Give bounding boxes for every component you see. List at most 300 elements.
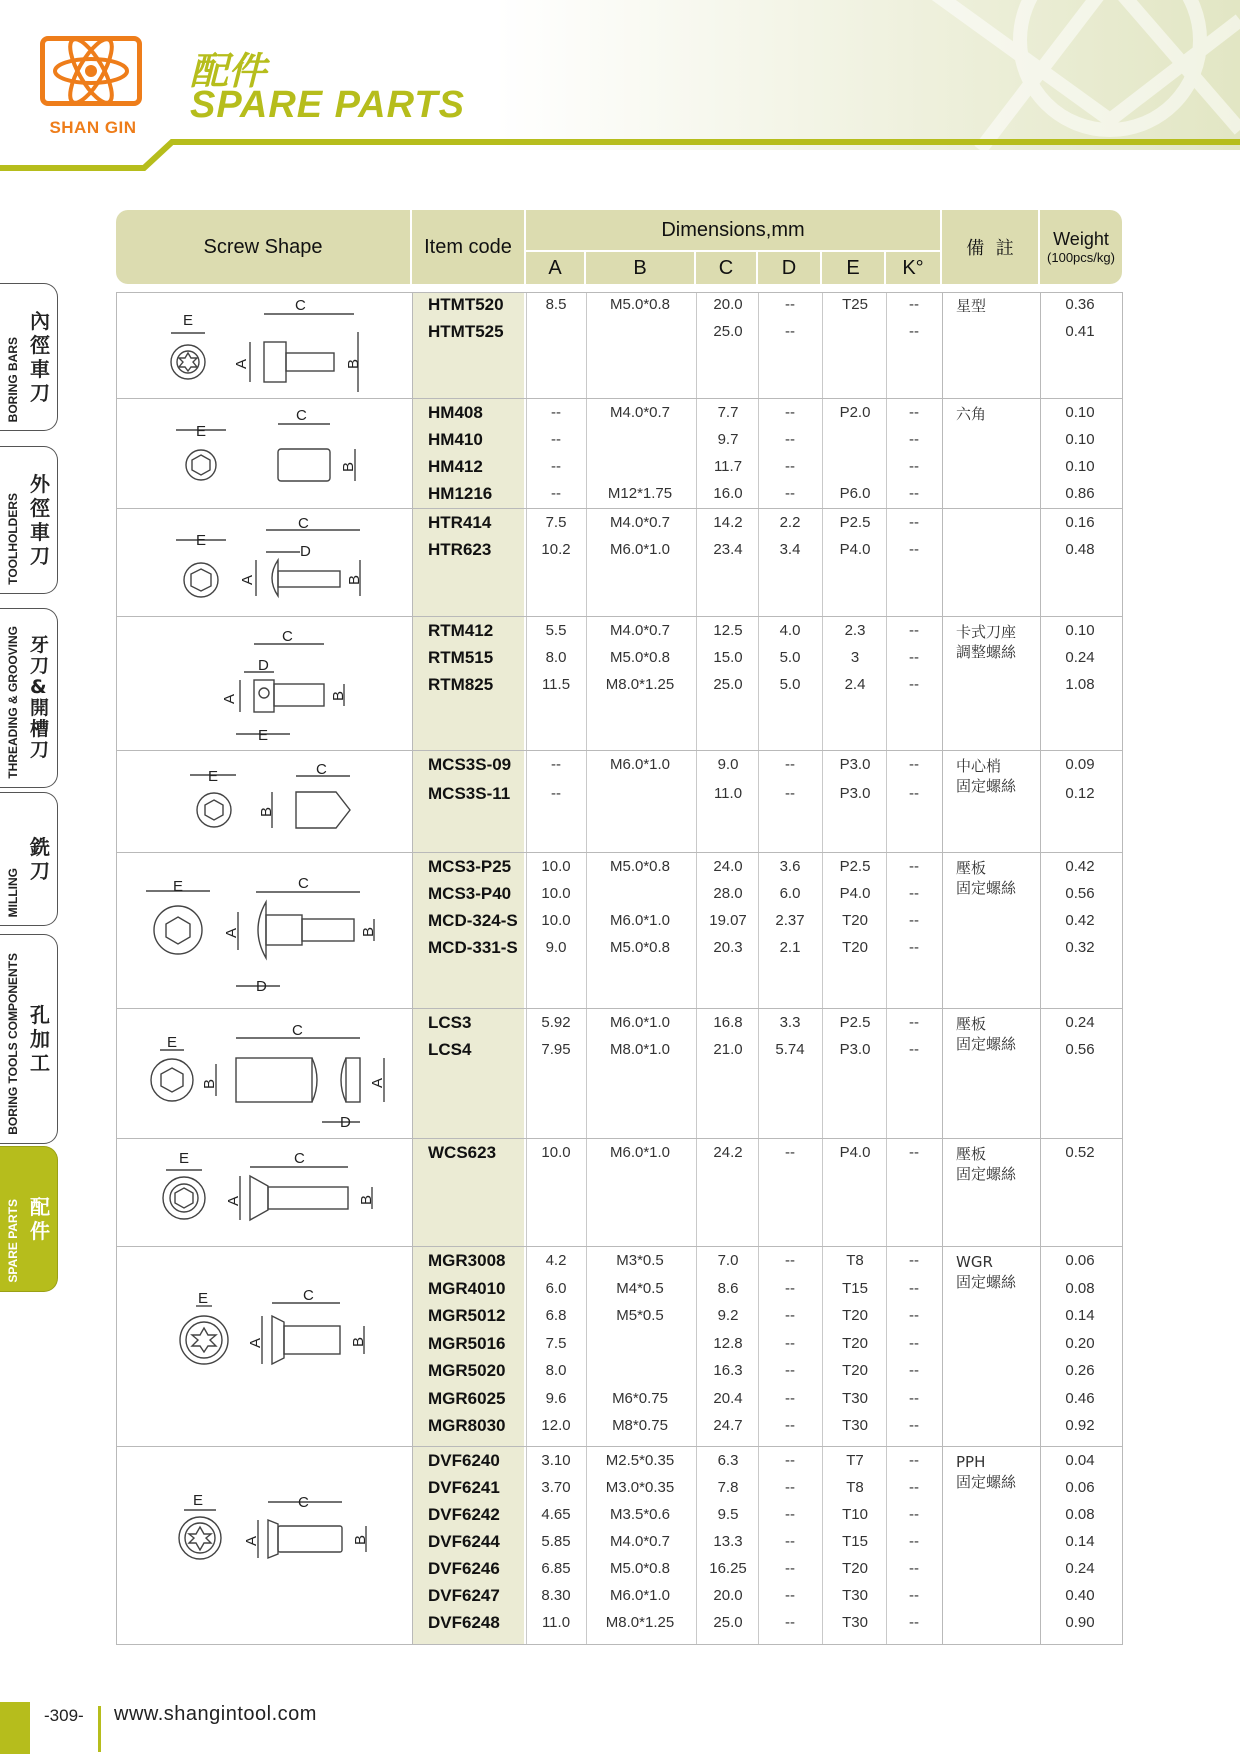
- cell-a: 10.0: [541, 858, 571, 875]
- tab-boring-bars[interactable]: [0, 283, 58, 431]
- table-top-line: [116, 292, 1123, 293]
- svg-text:C: C: [294, 1150, 305, 1167]
- cell-a: --: [551, 485, 561, 502]
- svg-text:B: B: [346, 574, 363, 585]
- header-screw-shape: Screw Shape: [116, 210, 410, 284]
- cell-c: 13.3: [713, 1533, 743, 1550]
- cell-e: T8: [846, 1252, 864, 1269]
- cell-k: --: [909, 404, 919, 421]
- cell-a: 8.30: [541, 1587, 571, 1604]
- cell-e: T15: [842, 1533, 868, 1550]
- item-code: DVF6244: [428, 1532, 500, 1551]
- cell-k: --: [909, 1614, 919, 1631]
- screw-shape-lcs: [151, 1022, 386, 1131]
- item-code: HTR414: [428, 513, 492, 532]
- tab-label-cn: 外徑車刀: [30, 472, 50, 568]
- cell-w: 0.86: [1065, 485, 1095, 502]
- cell-d: --: [785, 404, 795, 421]
- header-weight: [1040, 210, 1122, 284]
- column-divider: [412, 292, 413, 1644]
- brand-logo: [40, 36, 142, 106]
- svg-text:C: C: [292, 1022, 303, 1039]
- cell-e: P2.5: [839, 514, 871, 531]
- cell-d: 3.4: [779, 541, 801, 558]
- cell-e: 3: [850, 649, 860, 666]
- cell-w: 0.48: [1065, 541, 1095, 558]
- remark-text: 壓板: [956, 1015, 987, 1033]
- screw-shape-dvf: [179, 1492, 369, 1559]
- cell-w: 0.40: [1065, 1587, 1095, 1604]
- cell-w: 0.09: [1065, 756, 1095, 773]
- cell-e: T20: [842, 1362, 868, 1379]
- cell-a: 9.6: [545, 1389, 567, 1407]
- remark-text: WGR: [956, 1253, 993, 1271]
- cell-w: 0.16: [1065, 514, 1095, 531]
- item-code: MGR5012: [428, 1306, 506, 1325]
- cell-a: 10.0: [541, 912, 571, 929]
- cell-c: 16.3: [713, 1362, 743, 1379]
- cell-k: --: [909, 1417, 919, 1434]
- cell-a: 5.85: [541, 1533, 571, 1550]
- cell-b: M6.0*1.0: [609, 541, 671, 558]
- cell-d: 3.3: [779, 1014, 801, 1031]
- cell-w: 0.10: [1065, 431, 1095, 448]
- group-divider: [116, 750, 1123, 751]
- item-code: MCD-324-S: [428, 911, 518, 930]
- cell-c: 8.6: [717, 1279, 739, 1297]
- cell-c: 28.0: [713, 885, 743, 902]
- cell-d: --: [785, 1389, 795, 1407]
- svg-text:A: A: [247, 1337, 264, 1348]
- remark-text: 固定螺絲: [956, 1273, 1017, 1291]
- header-col-b: B: [586, 252, 694, 284]
- cell-e: 2.3: [844, 622, 866, 639]
- cell-d: --: [785, 485, 795, 502]
- cell-a: 11.0: [541, 1614, 571, 1631]
- cell-k: --: [909, 296, 919, 313]
- page-title-en: SPARE PARTS: [190, 84, 465, 126]
- cell-d: --: [785, 1506, 795, 1523]
- cell-b: M6.0*1.0: [609, 1144, 671, 1161]
- remark-text: 中心梢: [956, 757, 1002, 775]
- item-code: MGR8030: [428, 1416, 506, 1435]
- screw-shape-htmt: [171, 297, 362, 392]
- cell-a: 9.0: [545, 939, 567, 956]
- cell-k: --: [909, 541, 919, 558]
- cell-d: 2.2: [779, 514, 801, 531]
- cell-k: --: [909, 649, 919, 666]
- svg-text:E: E: [196, 532, 207, 549]
- cell-d: --: [785, 431, 795, 448]
- screw-shape-rtm: [221, 628, 347, 744]
- item-code: MCS3S-11: [428, 783, 511, 803]
- cell-e: 2.4: [844, 676, 866, 693]
- svg-text:C: C: [316, 761, 327, 778]
- cell-b: M3.0*0.35: [605, 1479, 675, 1496]
- cell-c: 16.25: [709, 1560, 747, 1577]
- cell-a: 6.0: [545, 1279, 567, 1297]
- svg-text:A: A: [223, 927, 240, 938]
- footer-accent: [0, 1702, 30, 1754]
- cell-k: --: [909, 1533, 919, 1550]
- cell-d: 5.0: [779, 676, 801, 693]
- item-code: HTMT520: [428, 295, 504, 314]
- cell-e: T30: [842, 1614, 868, 1631]
- cell-a: --: [551, 756, 561, 773]
- svg-text:E: E: [173, 878, 184, 895]
- remark-text: 六角: [956, 405, 987, 423]
- cell-k: --: [909, 622, 919, 639]
- cell-d: 4.0: [779, 622, 801, 639]
- cell-c: 7.0: [717, 1252, 739, 1269]
- cell-c: 25.0: [713, 323, 743, 340]
- cell-b: M3.5*0.6: [609, 1506, 671, 1523]
- cell-d: --: [785, 784, 795, 802]
- cell-k: --: [909, 1506, 919, 1523]
- group-divider: [116, 852, 1123, 853]
- cell-a: 6.85: [541, 1560, 571, 1577]
- item-code: MCS3-P40: [428, 884, 512, 903]
- cell-c: 20.0: [713, 296, 743, 313]
- svg-text:B: B: [340, 461, 357, 472]
- svg-text:A: A: [239, 574, 256, 585]
- cell-w: 0.26: [1065, 1362, 1095, 1379]
- svg-text:A: A: [221, 693, 238, 704]
- item-code: MGR5020: [428, 1361, 506, 1380]
- cell-c: 14.2: [713, 514, 743, 531]
- cell-d: --: [785, 1279, 795, 1297]
- cell-w: 0.10: [1065, 458, 1095, 475]
- cell-b: M6.0*1.0: [609, 756, 671, 773]
- svg-text:E: E: [196, 423, 207, 440]
- cell-w: 0.14: [1065, 1533, 1095, 1550]
- cell-w: 0.10: [1065, 404, 1095, 421]
- cell-k: --: [909, 676, 919, 693]
- cell-e: P4.0: [839, 885, 871, 902]
- cell-a: 8.0: [545, 1362, 567, 1379]
- item-code: DVF6242: [428, 1505, 500, 1524]
- cell-d: --: [785, 1452, 795, 1469]
- item-code: LCS4: [428, 1040, 472, 1059]
- cell-b: M5.0*0.8: [609, 939, 671, 956]
- cell-a: 8.0: [545, 649, 567, 666]
- cell-c: 20.0: [713, 1587, 743, 1604]
- cell-k: --: [909, 1334, 919, 1352]
- cell-e: P4.0: [839, 541, 871, 558]
- tab-label-en: THREADING & GROOVING: [6, 626, 20, 779]
- item-code: HM410: [428, 430, 483, 449]
- cell-c: 25.0: [713, 676, 743, 693]
- cell-b: M6.0*1.0: [609, 1014, 671, 1031]
- cell-w: 0.92: [1065, 1417, 1095, 1434]
- tab-spare-parts[interactable]: [0, 1146, 58, 1292]
- cell-a: --: [551, 431, 561, 448]
- cell-e: P3.0: [839, 756, 871, 773]
- cell-b: M12*1.75: [607, 485, 673, 502]
- cell-w: 0.06: [1065, 1479, 1095, 1496]
- svg-text:D: D: [300, 543, 311, 560]
- cell-k: --: [909, 912, 919, 929]
- svg-text:E: E: [183, 312, 194, 329]
- group-divider: [116, 508, 1123, 509]
- item-code: HTR623: [428, 540, 492, 559]
- cell-d: --: [785, 458, 795, 475]
- cell-w: 0.04: [1065, 1452, 1095, 1469]
- cell-d: 6.0: [779, 885, 801, 902]
- cell-k: --: [909, 1307, 919, 1324]
- screw-shape-wcs: [163, 1150, 375, 1220]
- header-col-e: E: [822, 252, 884, 284]
- screw-shape-hm: [176, 407, 357, 481]
- cell-c: 19.07: [709, 912, 747, 929]
- screw-shape-mgr: [180, 1287, 367, 1364]
- cell-c: 20.4: [713, 1389, 743, 1407]
- cell-b: M4.0*0.7: [609, 622, 671, 639]
- item-code: LCS3: [428, 1013, 472, 1032]
- cell-k: --: [909, 1389, 919, 1407]
- column-divider: [586, 292, 587, 1644]
- cell-b: M6*0.75: [612, 1389, 668, 1407]
- cell-a: 10.2: [541, 541, 571, 558]
- cell-b: M5*0.5: [616, 1307, 664, 1324]
- brand-name: SHAN GIN: [49, 118, 137, 137]
- cell-k: --: [909, 485, 919, 502]
- item-code: DVF6240: [428, 1451, 500, 1470]
- cell-w: 0.06: [1065, 1252, 1095, 1269]
- svg-text:C: C: [298, 515, 309, 532]
- svg-text:B: B: [350, 1336, 367, 1347]
- cell-k: --: [909, 858, 919, 875]
- tab-label-cn: 孔加工: [30, 1003, 50, 1075]
- cell-b: M5.0*0.8: [609, 858, 671, 875]
- cell-d: 5.0: [779, 649, 801, 666]
- cell-c: 9.5: [717, 1506, 739, 1523]
- svg-text:A: A: [225, 1195, 242, 1206]
- cell-e: P6.0: [839, 485, 871, 502]
- group-divider: [116, 1246, 1123, 1247]
- cell-a: 7.95: [541, 1041, 571, 1058]
- tab-milling[interactable]: [0, 792, 58, 926]
- cell-d: --: [785, 1479, 795, 1496]
- cell-a: --: [551, 458, 561, 475]
- svg-text:A: A: [243, 1535, 260, 1546]
- page-title-cn: 配件: [190, 49, 267, 93]
- cell-w: 0.12: [1065, 784, 1095, 802]
- cell-d: --: [785, 756, 795, 773]
- cell-e: P2.5: [839, 1014, 871, 1031]
- cell-a: 4.65: [541, 1506, 571, 1523]
- item-code: DVF6241: [428, 1478, 500, 1497]
- item-code: HTMT525: [428, 322, 504, 341]
- cell-k: --: [909, 1362, 919, 1379]
- cell-k: --: [909, 756, 919, 773]
- screw-shape-mcs3s: [190, 761, 350, 828]
- remark-text: 固定螺絲: [956, 1035, 1017, 1053]
- atom-logo-icon: [45, 41, 137, 101]
- cell-w: 1.08: [1065, 676, 1095, 693]
- item-code: MCS3-P25: [428, 857, 512, 876]
- cell-d: --: [785, 1533, 795, 1550]
- svg-text:C: C: [296, 407, 307, 424]
- item-code: MCS3S-09: [428, 755, 512, 774]
- svg-text:E: E: [258, 727, 269, 744]
- cell-e: T20: [842, 1307, 868, 1324]
- svg-text:E: E: [179, 1150, 190, 1167]
- cell-k: --: [909, 1560, 919, 1577]
- svg-text:B: B: [258, 806, 275, 817]
- cell-a: --: [551, 404, 561, 421]
- svg-text:B: B: [360, 926, 377, 937]
- item-code: MGR6025: [428, 1388, 506, 1408]
- remark-text: 固定螺絲: [956, 1165, 1017, 1183]
- remark-text: PPH: [956, 1453, 986, 1471]
- item-code: DVF6248: [428, 1613, 500, 1632]
- cell-a: 3.70: [541, 1479, 571, 1496]
- cell-d: --: [785, 1307, 795, 1324]
- svg-text:B: B: [330, 690, 347, 701]
- cell-w: 0.24: [1065, 1560, 1095, 1577]
- cell-c: 16.0: [713, 485, 743, 502]
- cell-a: 7.5: [545, 1334, 567, 1352]
- cell-w: 0.56: [1065, 1041, 1095, 1058]
- cell-w: 0.08: [1065, 1506, 1095, 1523]
- cell-c: 24.7: [713, 1417, 743, 1434]
- cell-a: 7.5: [545, 514, 567, 531]
- remark-text: 調整螺絲: [956, 643, 1017, 661]
- cell-w: 0.32: [1065, 939, 1095, 956]
- cell-b: M4.0*0.7: [609, 514, 671, 531]
- header-dimensions: Dimensions,mm: [526, 210, 940, 250]
- remark-text: 固定螺絲: [956, 777, 1017, 795]
- remark-text: 固定螺絲: [956, 1473, 1017, 1491]
- cell-w: 0.20: [1065, 1334, 1095, 1352]
- group-divider: [116, 1138, 1123, 1139]
- website-link[interactable]: www.shangintool.com: [114, 1703, 317, 1725]
- cell-b: M5.0*0.8: [609, 296, 671, 313]
- tab-label-cn: 配件: [30, 1195, 50, 1243]
- cell-c: 12.8: [713, 1334, 743, 1352]
- cell-c: 15.0: [713, 649, 743, 666]
- svg-text:E: E: [167, 1034, 178, 1051]
- cell-e: P2.0: [839, 404, 871, 421]
- cell-d: 2.37: [775, 912, 805, 929]
- cell-e: T7: [846, 1452, 864, 1469]
- tab-toolholders[interactable]: [0, 446, 58, 594]
- cell-a: 5.5: [545, 622, 567, 639]
- cell-e: T20: [842, 912, 868, 929]
- cell-b: M5.0*0.8: [609, 1560, 671, 1577]
- cell-d: 5.74: [775, 1041, 805, 1058]
- cell-w: 0.56: [1065, 885, 1095, 902]
- group-divider: [116, 616, 1123, 617]
- remark-text: 壓板: [956, 859, 987, 877]
- cell-d: --: [785, 1252, 795, 1269]
- header-weight-unit: (100pcs/kg): [1047, 250, 1115, 265]
- item-code: HM1216: [428, 484, 493, 503]
- group-divider: [116, 1446, 1123, 1447]
- cell-e: T30: [842, 1389, 868, 1407]
- cell-e: P3.0: [839, 784, 871, 802]
- cell-c: 7.7: [717, 404, 739, 421]
- tab-label-en: TOOLHOLDERS: [6, 493, 20, 585]
- item-code: DVF6247: [428, 1586, 500, 1605]
- svg-text:C: C: [298, 875, 309, 892]
- cell-c: 24.2: [713, 1144, 743, 1161]
- cell-e: T20: [842, 939, 868, 956]
- cell-w: 0.42: [1065, 912, 1095, 929]
- tab-label-en: BORING TOOLS COMPONENTS: [6, 953, 20, 1135]
- cell-b: M8.0*1.0: [609, 1041, 671, 1058]
- cell-k: --: [909, 514, 919, 531]
- cell-c: 11.0: [713, 784, 743, 802]
- column-divider: [526, 292, 527, 1644]
- header-weight-label: Weight: [1053, 229, 1109, 249]
- cell-e: T15: [842, 1279, 868, 1297]
- column-divider: [116, 292, 117, 1644]
- tab-label-en: SPARE PARTS: [6, 1199, 20, 1283]
- tab-label-cn: 內徑車刀: [30, 309, 50, 405]
- screw-shape-mcs3: [146, 875, 377, 995]
- cell-k: --: [909, 885, 919, 902]
- tab-threading-grooving[interactable]: [0, 608, 58, 788]
- svg-text:E: E: [193, 1492, 204, 1509]
- cell-c: 12.5: [713, 622, 743, 639]
- column-divider: [942, 292, 943, 1644]
- remark-text: 壓板: [956, 1145, 987, 1163]
- tab-label-en: MILLING: [6, 867, 20, 917]
- cell-d: --: [785, 1614, 795, 1631]
- svg-text:D: D: [340, 1114, 351, 1131]
- svg-text:C: C: [298, 1494, 309, 1511]
- cell-c: 25.0: [713, 1614, 743, 1631]
- footer-divider: [98, 1706, 101, 1752]
- cell-k: --: [909, 1587, 919, 1604]
- svg-text:C: C: [303, 1287, 314, 1304]
- header-decor: [0, 0, 1240, 180]
- svg-text:D: D: [258, 657, 269, 674]
- cell-e: T20: [842, 1334, 868, 1352]
- cell-d: 3.6: [779, 858, 801, 875]
- cell-w: 0.42: [1065, 858, 1095, 875]
- remark-text: 卡式刀座: [956, 623, 1017, 641]
- cell-c: 9.0: [717, 756, 739, 773]
- cell-e: P2.5: [839, 858, 871, 875]
- cell-k: --: [909, 1279, 919, 1297]
- cell-e: T30: [842, 1587, 868, 1604]
- group-divider: [116, 1008, 1123, 1009]
- column-divider: [696, 292, 697, 1644]
- cell-a: 10.0: [541, 1144, 571, 1161]
- cell-b: M5.0*0.8: [609, 649, 671, 666]
- svg-text:A: A: [369, 1077, 386, 1088]
- column-divider: [886, 292, 887, 1644]
- cell-a: 11.5: [541, 676, 571, 693]
- cell-e: T8: [846, 1479, 864, 1496]
- cell-a: 6.8: [545, 1307, 567, 1324]
- screw-shape-htr: [176, 515, 363, 597]
- item-code: MGR3008: [428, 1251, 506, 1270]
- cell-b: M3*0.5: [616, 1252, 664, 1269]
- cell-d: --: [785, 1362, 795, 1379]
- group-divider: [116, 398, 1123, 399]
- tab-boring-tools-components[interactable]: [0, 934, 58, 1144]
- cell-d: --: [785, 1587, 795, 1604]
- cell-d: --: [785, 296, 795, 313]
- svg-text:E: E: [198, 1290, 209, 1307]
- svg-text:D: D: [256, 978, 267, 995]
- item-code: DVF6246: [428, 1559, 500, 1578]
- header-col-d: D: [758, 252, 820, 284]
